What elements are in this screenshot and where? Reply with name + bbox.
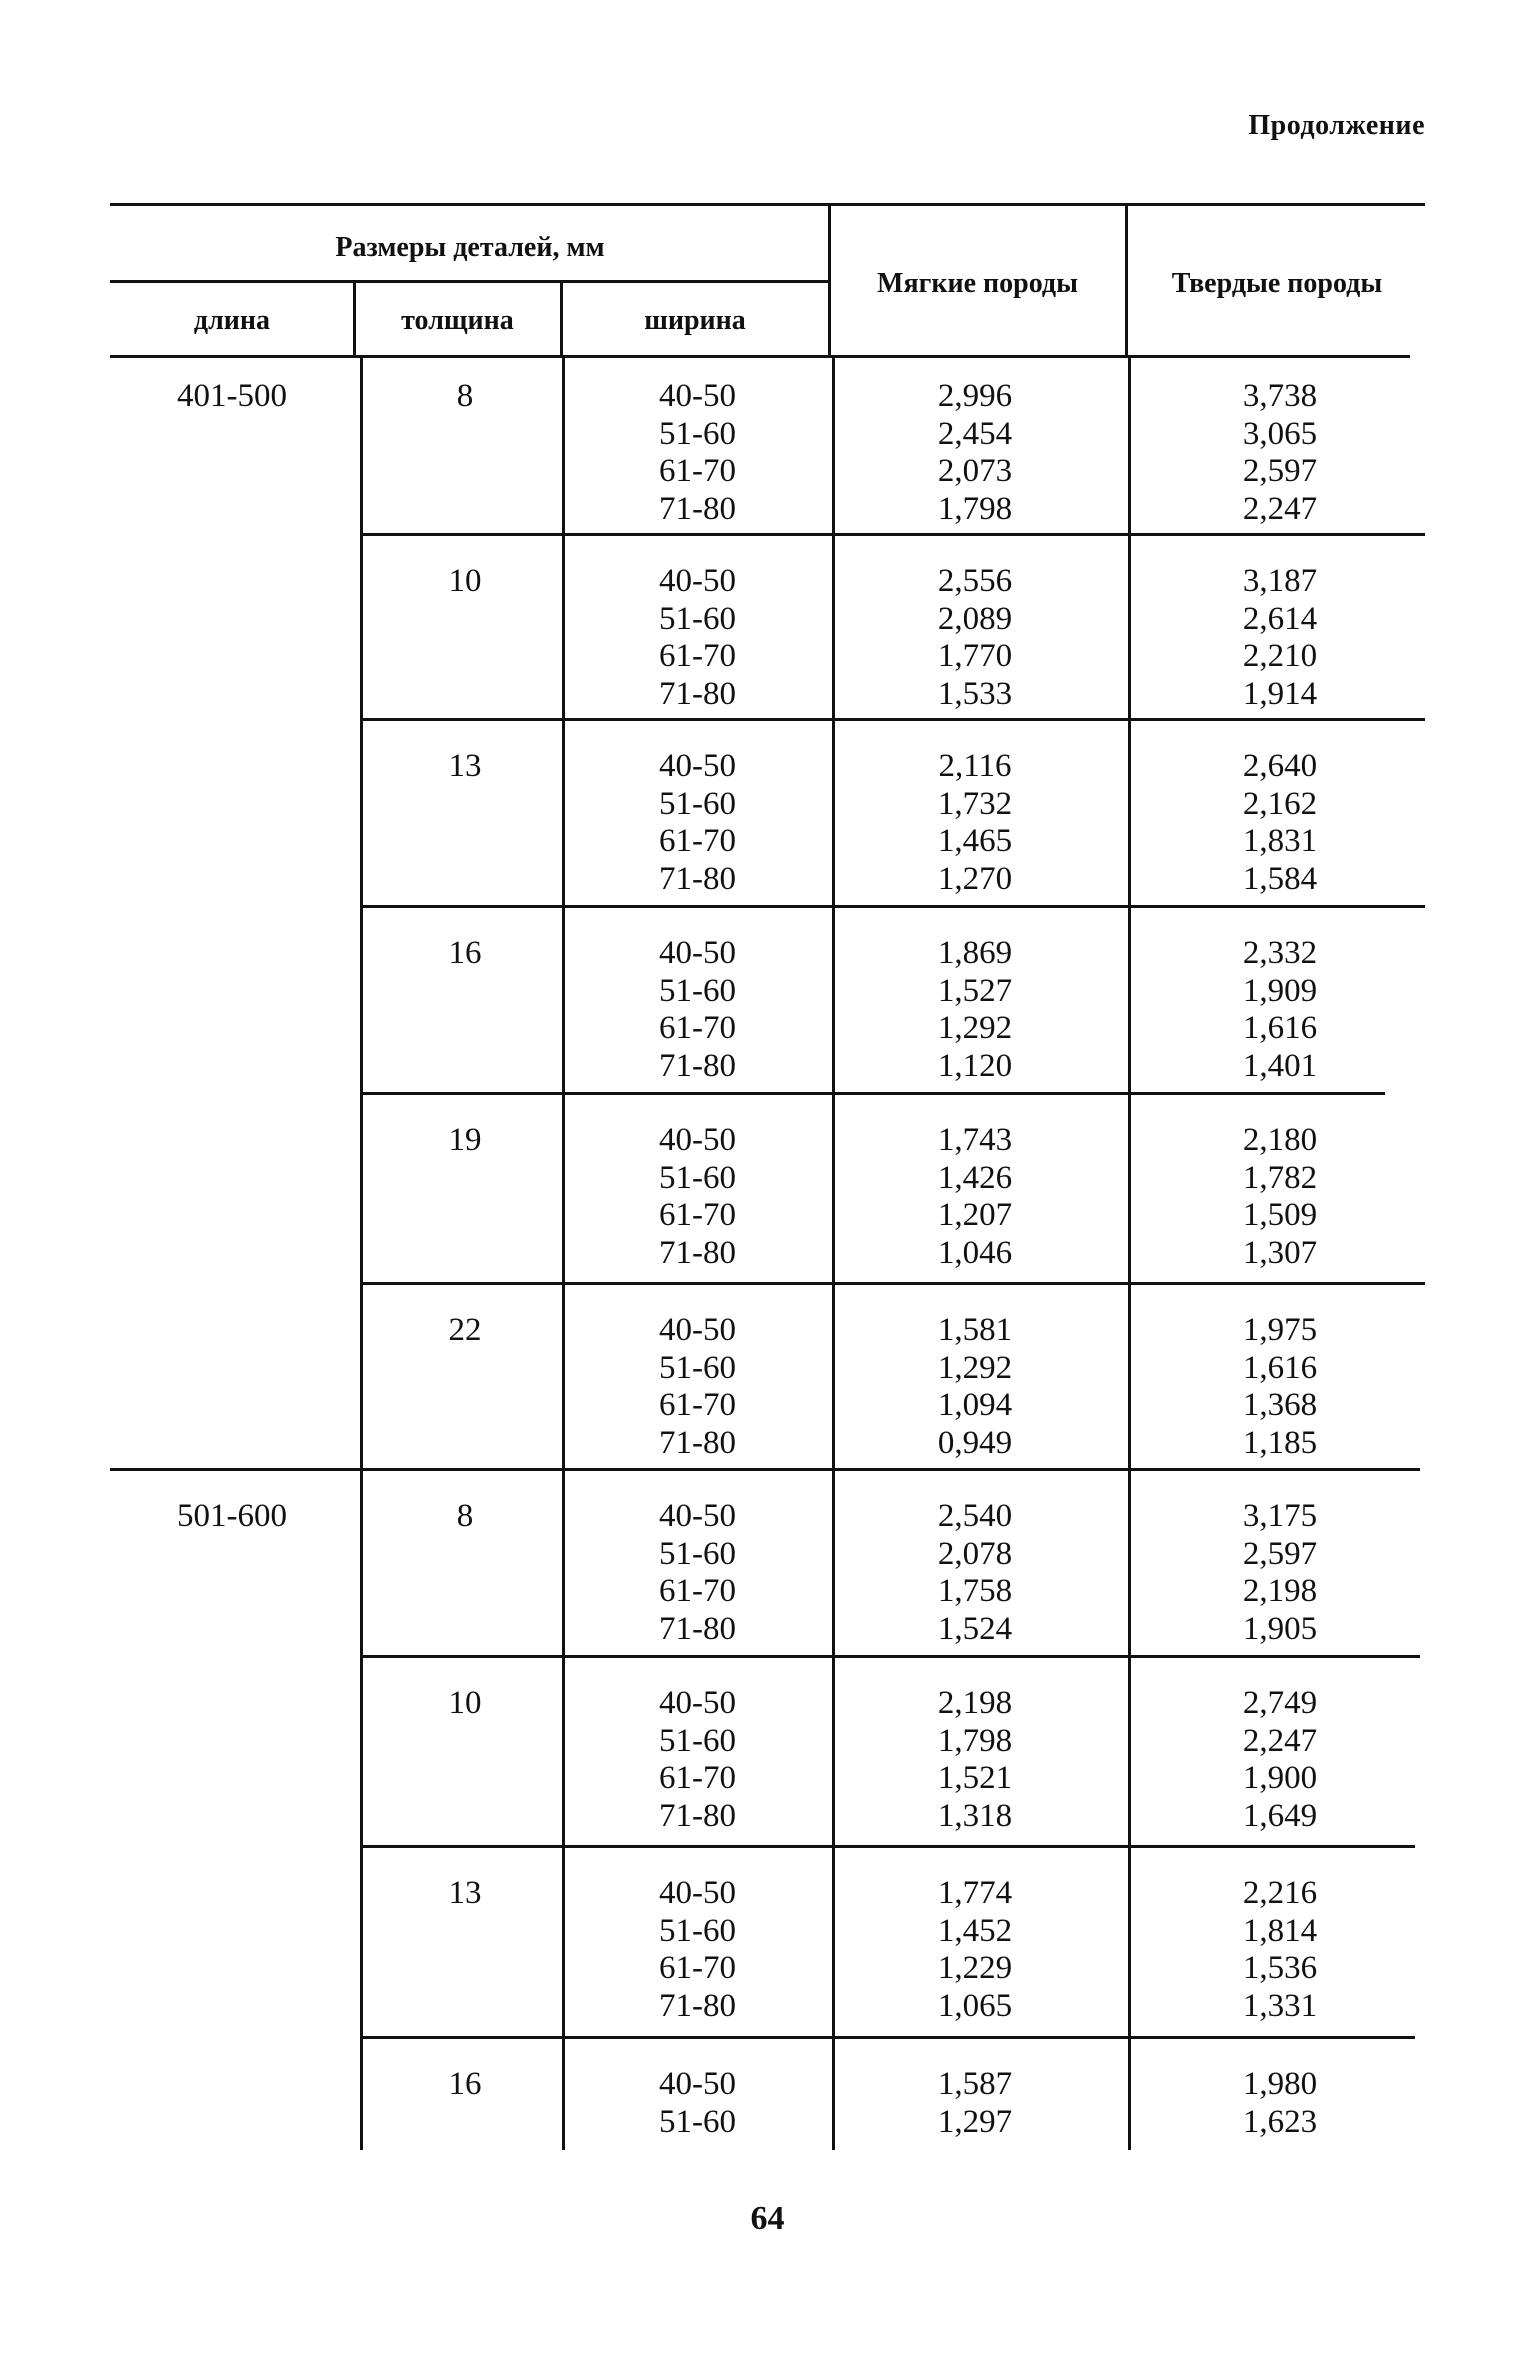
width-cell-value: 61-70 [659, 638, 736, 674]
hard-wood-cell-value: 1,814 [1242, 1912, 1318, 1949]
width-cell-value: 40-50 [659, 1122, 736, 1158]
thickness-cell [365, 1498, 565, 1536]
hard-wood-cell-value: 3,738 [1242, 378, 1318, 414]
group-separator [360, 1092, 1385, 1095]
soft-wood-cell-value: 2,454 [937, 415, 1013, 452]
width-cell-value: 51-60 [659, 600, 736, 637]
width-cell-value: 51-60 [659, 1349, 736, 1386]
thickness-cell-value: 16 [448, 935, 482, 971]
soft-wood-cell [840, 748, 1110, 898]
hard-wood-cell-value: 1,584 [1242, 860, 1318, 897]
width-cell [565, 563, 830, 713]
width-cell [565, 748, 830, 898]
soft-wood-cell-value: 2,540 [937, 1498, 1013, 1534]
soft-wood-cell [840, 2066, 1110, 2141]
header-mid-rule [110, 280, 830, 283]
width-cell-value: 40-50 [659, 1875, 736, 1911]
soft-wood-cell-value: 2,996 [937, 378, 1013, 414]
hard-wood-cell [1140, 1685, 1420, 1835]
hard-wood-cell-value: 2,198 [1242, 1573, 1318, 1609]
hard-wood-cell [1140, 935, 1420, 1085]
width-cell [565, 378, 830, 528]
soft-wood-cell-value: 2,116 [938, 748, 1012, 784]
header-width: ширина [644, 305, 746, 336]
soft-wood-cell-value: 1,452 [937, 1912, 1013, 1949]
length-cell [112, 1498, 352, 1536]
hard-wood-cell-value: 1,509 [1242, 1197, 1318, 1233]
width-cell-value: 61-70 [659, 1197, 736, 1233]
width-cell-value: 61-70 [659, 1573, 736, 1609]
thickness-cell [365, 748, 565, 786]
hard-wood-cell-value: 1,900 [1242, 1760, 1318, 1796]
thickness-cell [365, 1685, 565, 1723]
hard-wood-cell-value: 1,616 [1242, 1010, 1318, 1046]
thickness-cell-value: 10 [448, 1685, 482, 1721]
continuation-label: Продолжение [1248, 110, 1425, 141]
length-cell-value: 401-500 [177, 378, 287, 414]
thickness-cell-value: 22 [448, 1312, 482, 1348]
soft-wood-cell-value: 1,524 [937, 1610, 1013, 1647]
width-cell-value: 51-60 [659, 785, 736, 822]
width-cell [565, 1875, 830, 2025]
hard-wood-cell-value: 2,332 [1242, 935, 1318, 971]
width-cell-value: 51-60 [659, 1722, 736, 1759]
width-cell-value: 51-60 [659, 1535, 736, 1572]
soft-wood-cell-value: 1,774 [937, 1875, 1013, 1911]
thickness-cell [365, 1312, 565, 1350]
thickness-cell-value: 8 [456, 378, 474, 414]
soft-wood-cell-value: 1,318 [937, 1797, 1013, 1834]
soft-wood-cell-value: 1,758 [937, 1573, 1013, 1609]
hard-wood-cell-value: 1,623 [1242, 2103, 1318, 2140]
soft-wood-cell [840, 1498, 1110, 1648]
header-length: длина [193, 305, 271, 336]
hard-wood-cell-value: 2,180 [1242, 1122, 1318, 1158]
soft-wood-cell [840, 1122, 1110, 1272]
hard-wood-cell-value: 1,980 [1242, 2066, 1318, 2102]
soft-wood-cell-value: 1,521 [937, 1760, 1013, 1796]
hard-wood-cell-value: 2,247 [1242, 1722, 1318, 1759]
soft-wood-cell-value: 2,556 [937, 563, 1013, 599]
hard-wood-cell [1140, 1122, 1420, 1272]
width-cell-value: 61-70 [659, 453, 736, 489]
soft-wood-cell-value: 1,770 [937, 638, 1013, 674]
soft-wood-cell-value: 1,581 [937, 1312, 1013, 1348]
soft-wood-cell-value: 1,094 [937, 1387, 1013, 1423]
thickness-cell [365, 1122, 565, 1160]
hard-wood-cell-value: 2,216 [1242, 1875, 1318, 1911]
group-separator [360, 533, 1425, 536]
hard-wood-cell-value: 2,640 [1242, 748, 1318, 784]
width-cell-value: 40-50 [659, 1685, 736, 1721]
hard-wood-cell-value: 1,401 [1242, 1047, 1318, 1084]
width-cell-value: 61-70 [659, 823, 736, 859]
soft-wood-cell [840, 1875, 1110, 2025]
width-cell-value: 40-50 [659, 2066, 736, 2102]
hard-wood-cell-value: 3,187 [1242, 563, 1318, 599]
width-cell-value: 71-80 [659, 860, 736, 897]
width-cell-value: 71-80 [659, 1610, 736, 1647]
hard-wood-cell-value: 1,975 [1242, 1312, 1318, 1348]
length-cell-value: 501-600 [177, 1498, 287, 1534]
soft-wood-cell-value: 2,198 [937, 1685, 1013, 1721]
soft-wood-cell-value: 1,270 [937, 860, 1013, 897]
hard-wood-cell-value: 2,749 [1242, 1685, 1318, 1721]
soft-wood-cell-value: 1,587 [937, 2066, 1013, 2102]
body-divider-4 [1128, 355, 1131, 2150]
soft-wood-cell [840, 1685, 1110, 1835]
hard-wood-cell-value: 1,331 [1242, 1987, 1318, 2024]
hard-wood-cell-value: 3,175 [1242, 1498, 1318, 1534]
thickness-cell-value: 19 [448, 1122, 482, 1158]
hard-wood-cell-value: 1,782 [1242, 1159, 1318, 1196]
thickness-cell-value: 13 [448, 1875, 482, 1911]
soft-wood-cell-value: 1,465 [937, 823, 1013, 859]
hard-wood-cell-value: 1,831 [1242, 823, 1318, 859]
width-cell-value: 51-60 [659, 1912, 736, 1949]
soft-wood-cell-value: 1,065 [937, 1987, 1013, 2024]
group-separator [110, 1468, 1420, 1471]
width-cell-value: 40-50 [659, 1498, 736, 1534]
soft-wood-cell-value: 1,743 [937, 1122, 1013, 1158]
width-cell-value: 40-50 [659, 1312, 736, 1348]
soft-wood-cell [840, 935, 1110, 1085]
thickness-cell [365, 935, 565, 973]
soft-wood-cell [840, 1312, 1110, 1462]
soft-wood-cell-value: 2,089 [937, 600, 1013, 637]
width-cell-value: 71-80 [659, 490, 736, 527]
soft-wood-cell-value: 1,046 [937, 1234, 1013, 1271]
soft-wood-cell-value: 1,732 [937, 785, 1013, 822]
length-cell [112, 378, 352, 416]
soft-wood-cell-value: 1,798 [937, 490, 1013, 527]
width-cell-value: 61-70 [659, 1760, 736, 1796]
soft-wood-cell [840, 563, 1110, 713]
width-cell-value: 40-50 [659, 935, 736, 971]
hard-wood-cell-value: 2,597 [1242, 453, 1318, 489]
thickness-cell [365, 1875, 565, 1913]
hard-wood-cell [1140, 748, 1420, 898]
hard-wood-cell-value: 1,649 [1242, 1797, 1318, 1834]
hard-wood-cell-value: 2,162 [1242, 785, 1318, 822]
thickness-cell [365, 563, 565, 601]
soft-wood-cell-value: 2,078 [937, 1535, 1013, 1572]
soft-wood-cell-value: 1,207 [937, 1197, 1013, 1233]
thickness-cell [365, 378, 565, 416]
width-cell-value: 51-60 [659, 2103, 736, 2140]
width-cell-value: 51-60 [659, 415, 736, 452]
soft-wood-cell-value: 1,533 [937, 675, 1013, 712]
body-divider-3 [832, 355, 835, 2150]
header-hard: Твердые породы [1171, 268, 1383, 299]
width-cell [565, 2066, 830, 2141]
soft-wood-cell-value: 1,292 [937, 1010, 1013, 1046]
hard-wood-cell-value: 2,247 [1242, 490, 1318, 527]
hard-wood-cell [1140, 563, 1420, 713]
soft-wood-cell-value: 1,297 [937, 2103, 1013, 2140]
width-cell-value: 61-70 [659, 1010, 736, 1046]
width-cell [565, 1498, 830, 1648]
body-divider-1 [360, 355, 363, 2150]
hard-wood-cell [1140, 1875, 1420, 2025]
header-dimensions: Размеры деталей, мм [335, 232, 605, 263]
width-cell-value: 71-80 [659, 1987, 736, 2024]
width-cell [565, 1312, 830, 1462]
header-thickness: толщина [401, 305, 514, 336]
group-separator [360, 1282, 1425, 1285]
width-cell-value: 51-60 [659, 1159, 736, 1196]
width-cell-value: 40-50 [659, 378, 736, 414]
soft-wood-cell-value: 1,292 [937, 1349, 1013, 1386]
page-number: 64 [750, 2200, 785, 2237]
hard-wood-cell-value: 2,597 [1242, 1535, 1318, 1572]
width-cell-value: 40-50 [659, 748, 736, 784]
soft-wood-cell-value: 1,869 [937, 935, 1013, 971]
soft-wood-cell [840, 378, 1110, 528]
header-bottom-rule [110, 355, 1410, 358]
hard-wood-cell-value: 1,616 [1242, 1349, 1318, 1386]
hard-wood-cell-value: 1,307 [1242, 1234, 1318, 1271]
hard-wood-cell-value: 2,614 [1242, 600, 1318, 637]
width-cell-value: 71-80 [659, 1797, 736, 1834]
hard-wood-cell-value: 1,909 [1242, 972, 1318, 1009]
width-cell-value: 40-50 [659, 563, 736, 599]
group-separator [360, 718, 1425, 721]
thickness-cell-value: 10 [448, 563, 482, 599]
hard-wood-cell-value: 3,065 [1242, 415, 1318, 452]
soft-wood-cell-value: 2,073 [937, 453, 1013, 489]
width-cell-value: 61-70 [659, 1950, 736, 1986]
hard-wood-cell [1140, 1312, 1420, 1462]
hard-wood-cell [1140, 1498, 1420, 1648]
width-cell-value: 61-70 [659, 1387, 736, 1423]
width-cell [565, 935, 830, 1085]
width-cell-value: 71-80 [659, 675, 736, 712]
thickness-cell-value: 16 [448, 2066, 482, 2102]
header-soft: Мягкие породы [877, 268, 1078, 299]
hard-wood-cell-value: 1,905 [1242, 1610, 1318, 1647]
soft-wood-cell-value: 1,798 [937, 1722, 1013, 1759]
width-cell-value: 71-80 [659, 1047, 736, 1084]
width-cell [565, 1685, 830, 1835]
group-separator [360, 1655, 1420, 1658]
hard-wood-cell [1140, 378, 1420, 528]
hard-wood-cell-value: 1,536 [1242, 1950, 1318, 1986]
hard-wood-cell-value: 1,185 [1242, 1424, 1318, 1461]
table-top-rule [110, 203, 1425, 206]
soft-wood-cell-value: 0,949 [937, 1424, 1013, 1461]
width-cell [565, 1122, 830, 1272]
hard-wood-cell-value: 1,368 [1242, 1387, 1318, 1423]
hard-wood-cell-value: 2,210 [1242, 638, 1318, 674]
group-separator [360, 905, 1425, 908]
width-cell-value: 51-60 [659, 972, 736, 1009]
soft-wood-cell-value: 1,426 [937, 1159, 1013, 1196]
width-cell-value: 71-80 [659, 1424, 736, 1461]
width-cell-value: 71-80 [659, 1234, 736, 1271]
soft-wood-cell-value: 1,229 [937, 1950, 1013, 1986]
soft-wood-cell-value: 1,527 [937, 972, 1013, 1009]
hard-wood-cell-value: 1,914 [1242, 675, 1318, 712]
thickness-cell [365, 2066, 565, 2104]
thickness-cell-value: 13 [448, 748, 482, 784]
hard-wood-cell [1140, 2066, 1420, 2141]
thickness-cell-value: 8 [456, 1498, 474, 1534]
soft-wood-cell-value: 1,120 [937, 1047, 1013, 1084]
group-separator [360, 1845, 1415, 1848]
group-separator [360, 2036, 1415, 2039]
